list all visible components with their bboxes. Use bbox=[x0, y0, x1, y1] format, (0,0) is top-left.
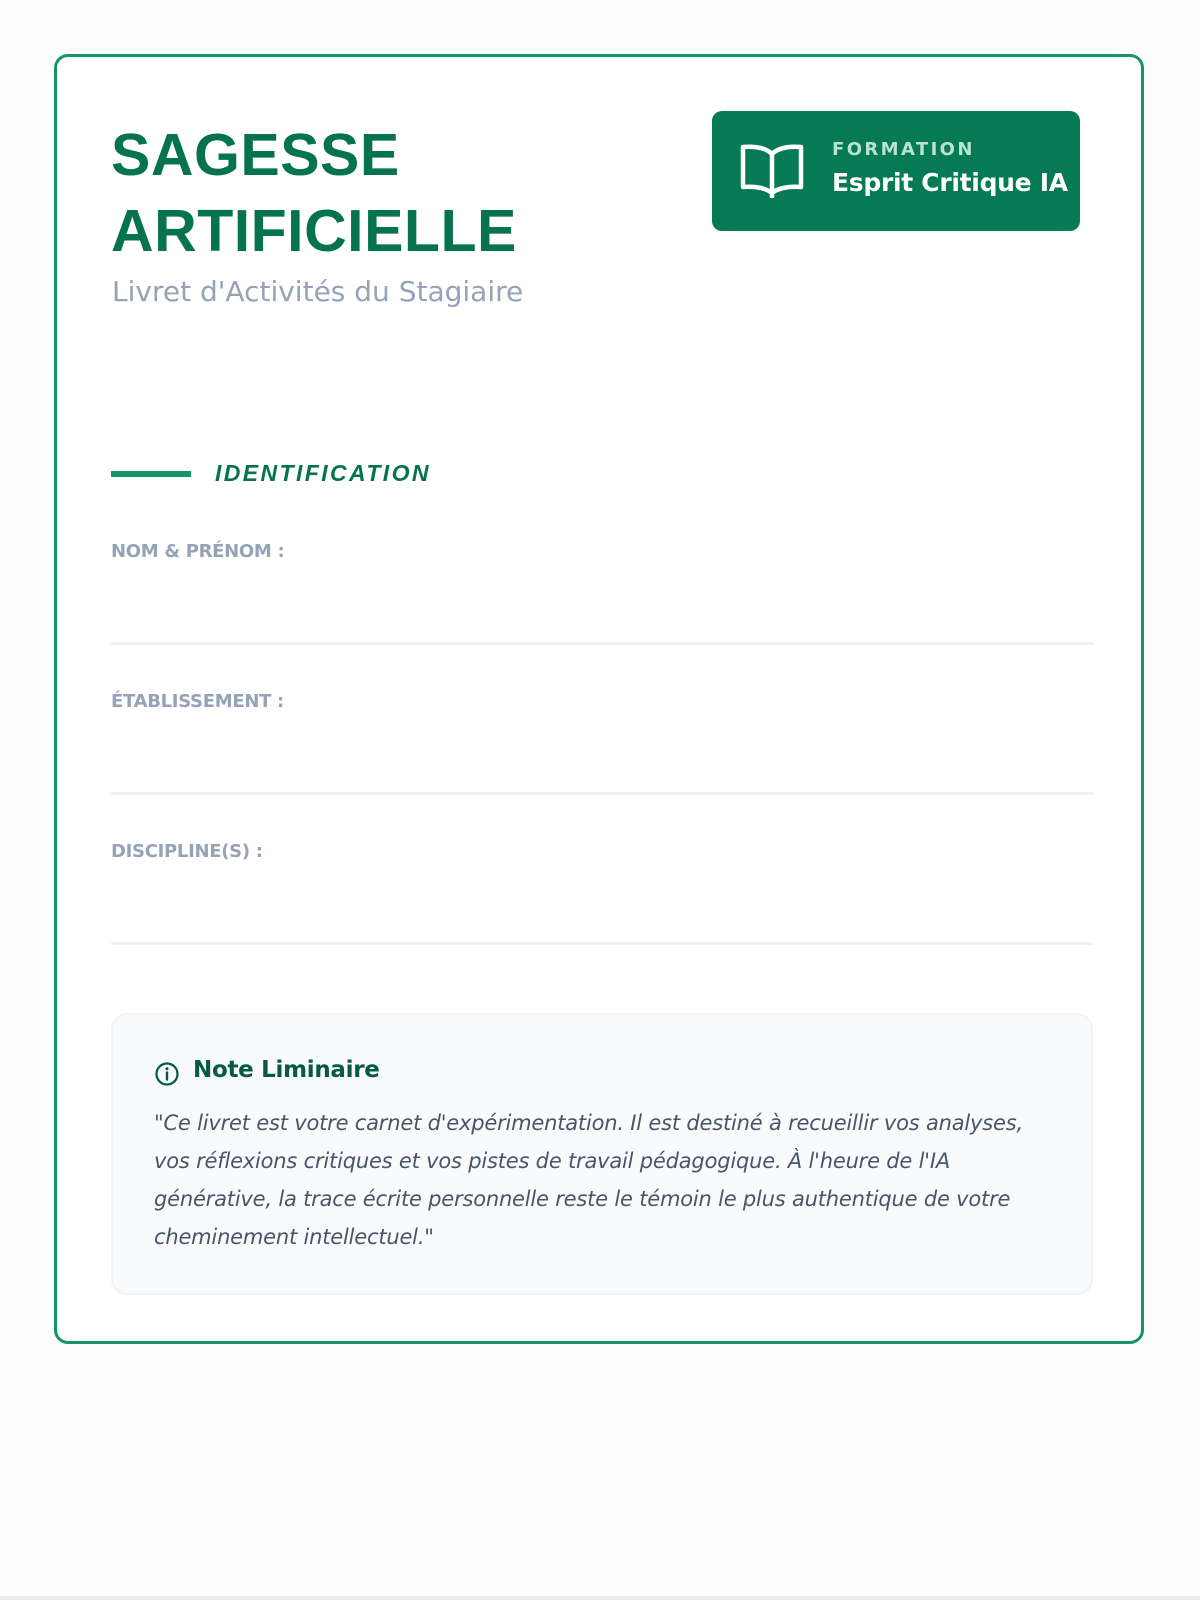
badge-formation-name: Esprit Critique IA bbox=[832, 168, 1068, 197]
section-title-identification: IDENTIFICATION bbox=[215, 460, 431, 486]
nom-prenom-input[interactable] bbox=[111, 581, 1093, 631]
note-title: Note Liminaire bbox=[193, 1057, 380, 1083]
field-nom-prenom bbox=[111, 541, 1093, 645]
page-title bbox=[111, 117, 517, 269]
note-liminaire-box bbox=[111, 1013, 1093, 1295]
info-circle-icon bbox=[154, 1061, 180, 1087]
etablissement-input[interactable] bbox=[111, 731, 1093, 781]
booklet-cover-card bbox=[54, 54, 1144, 1344]
title-line-1: SAGESSE bbox=[111, 122, 400, 188]
page-bottom-edge bbox=[0, 1596, 1200, 1600]
formation-badge bbox=[712, 111, 1080, 231]
note-text: "Ce livret est votre carnet d'expérimentation. Il est destiné à recueillir vos analyses, vos réflexions critiques et vos pistes de travail pédagogique. À l'heure de l'IA générative, la trace écrite personnelle reste le témoin le plus authentique de votre cheminement intellectuel." bbox=[154, 1111, 1023, 1249]
open-book-icon bbox=[739, 142, 805, 198]
field-etablissement bbox=[111, 691, 1093, 795]
page-subtitle: Livret d'Activités du Stagiaire bbox=[112, 275, 524, 308]
title-line-2: ARTIFICIELLE bbox=[111, 198, 517, 264]
field-label-etablissement: ÉTABLISSEMENT : bbox=[111, 691, 284, 712]
field-label-disciplines: DISCIPLINE(S) : bbox=[111, 841, 263, 862]
section-divider-accent bbox=[111, 471, 191, 477]
field-disciplines bbox=[111, 841, 1093, 945]
field-label-nom-prenom: NOM & PRÉNOM : bbox=[111, 541, 285, 562]
badge-kicker: FORMATION bbox=[832, 139, 975, 160]
disciplines-input[interactable] bbox=[111, 881, 1093, 931]
